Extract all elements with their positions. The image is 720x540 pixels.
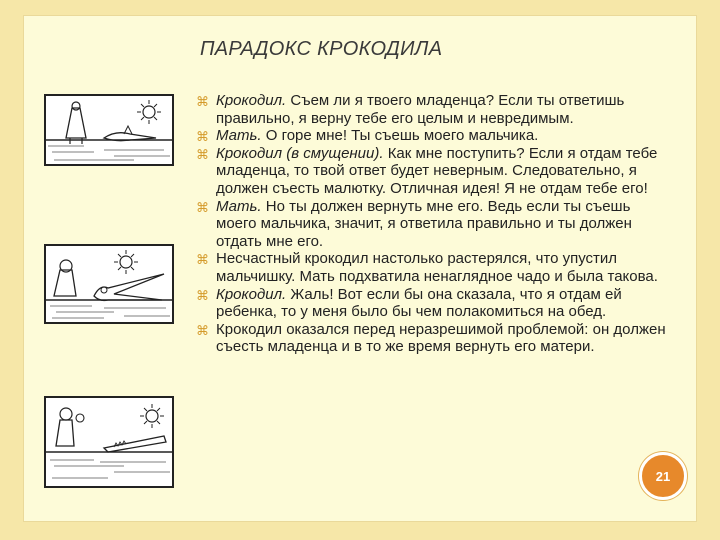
item-text: О горе мне! Ты съешь моего мальчика. xyxy=(261,127,539,145)
list-item xyxy=(196,127,666,145)
list-item xyxy=(196,92,666,127)
slide-title: ПАРАДОКС КРОКОДИЛА xyxy=(200,38,443,60)
list-item xyxy=(196,321,666,356)
bullet-icon: ⌘ xyxy=(196,94,209,109)
bullet-icon: ⌘ xyxy=(196,129,209,145)
speaker-label: Мать. xyxy=(216,127,262,145)
dialogue-list xyxy=(196,92,666,356)
bullet-icon: ⌘ xyxy=(196,322,209,338)
list-item xyxy=(196,250,666,285)
speaker-label: Крокодил. xyxy=(216,92,287,109)
illustration-scene-1 xyxy=(44,94,174,166)
bullet-icon: ⌘ xyxy=(196,199,209,215)
illustration-scene-3 xyxy=(44,396,174,488)
bullet-icon: ⌘ xyxy=(196,146,209,162)
list-item xyxy=(196,145,666,198)
page-number-badge: 21 xyxy=(639,452,687,500)
item-text: Но ты должен вернуть мне его. Ведь если ты съешь моего мальчика, значит, я ответила правильно и ты должен отдать мне его. xyxy=(216,197,632,250)
speaker-label: Мать. xyxy=(216,197,262,215)
bullet-icon: ⌘ xyxy=(196,252,209,268)
item-text: Съем ли я твоего младенца? Если ты ответишь правильно, я верну тебе его целым и невредимым. xyxy=(216,92,625,127)
list-item xyxy=(196,198,666,251)
bullet-icon: ⌘ xyxy=(196,287,209,303)
illustration-scene-2 xyxy=(44,244,174,324)
speaker-label: Крокодил. xyxy=(216,285,287,303)
item-text: Крокодил оказался перед неразрешимой проблемой: он должен съесть младенца и в то же время вернуть его матери. xyxy=(216,320,666,356)
list-item xyxy=(196,286,666,321)
speaker-label: Крокодил (в смущении). xyxy=(216,144,384,162)
item-text: Как мне поступить? Если я отдам тебе младенца, то твой ответ будет неверным. Следовательно, я должен съесть малютку. Отличная идея! Я не отдам тебе его! xyxy=(216,144,658,197)
item-text: Несчастный крокодил настолько растерялся, что упустил мальчишку. Мать подхватила ненаглядное чадо и была такова. xyxy=(216,250,658,285)
item-text: Жаль! Вот если бы она сказала, что я отдам ей ребенка, то у меня было бы чем полакомиться на обед. xyxy=(216,285,622,321)
